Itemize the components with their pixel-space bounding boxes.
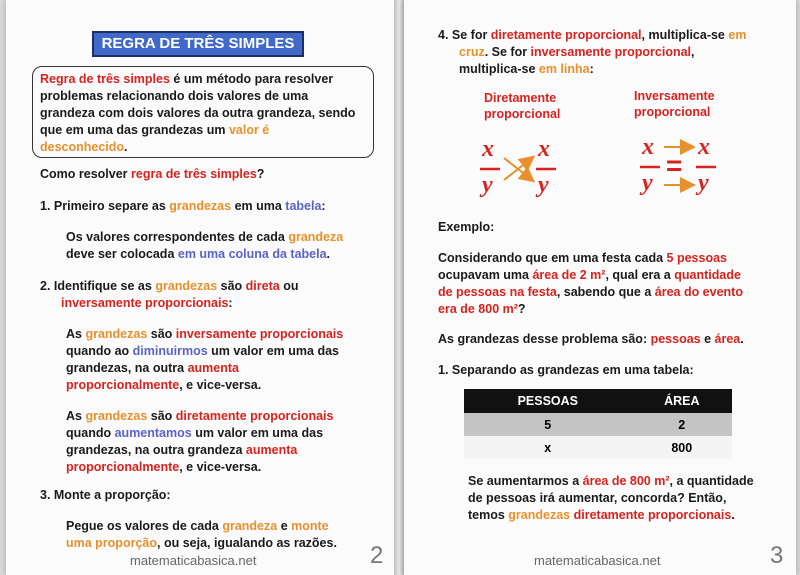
direct-label: Diretamente [484,91,557,105]
step-2: 2. Identifique se as grandezas são direta ou [40,279,299,293]
table-cell: 2 [632,413,732,436]
fraction-numerator: x [482,136,494,162]
direct-explanation: quando aumentamos um valor em uma das [66,426,324,440]
conclusion-line: Se aumentarmos a área de 800 m², a quantidade [468,474,754,488]
step-1-body: deve ser colocada em uma coluna da tabela. [66,247,331,261]
direct-explanation: As grandezas são diretamente proporcionais [66,409,334,423]
step-2: inversamente proporcionais: [61,296,233,310]
example-label: Exemplo: [438,220,495,234]
direct-explanation: proporcionalmente, e vice-versa. [66,460,262,474]
how-to-heading: Como resolver regra de três simples? [40,167,265,181]
step-3: 3. Monte a proporção: [40,488,171,502]
definition-line: desconhecido. [40,140,128,154]
page-number: 3 [770,542,784,569]
inverse-explanation: As grandezas são inversamente proporcionais [66,327,344,341]
table-header: ÁREA [632,389,732,413]
inverse-label: proporcional [634,105,711,119]
table-cell: 800 [632,436,732,459]
direct-label: proporcional [484,107,561,121]
inverse-explanation: grandezas, na outra aumenta [66,361,239,375]
equals-sign: = [666,150,683,181]
fraction-denominator: y [482,172,493,198]
inverse-explanation: quando ao diminuirmos um valor em uma das [66,344,339,358]
conclusion-line: de pessoas irá aumentar, concorda? Então, [468,491,727,505]
step-4: multiplica-se em linha: [459,62,594,76]
page-title: REGRA DE TRÊS SIMPLES [92,31,304,57]
quantities-table [464,389,732,459]
fraction-numerator: x [698,134,710,160]
step-1: 1. Primeiro separe as grandezas em uma tabela: [40,199,326,213]
table-header: PESSOAS [464,389,632,413]
left-page [6,0,394,575]
table-step: 1. Separando as grandezas em uma tabela: [438,363,694,377]
table-row [464,413,732,436]
step-4: cruz. Se for inversamente proporcional, [459,45,695,59]
definition-line: que em uma das grandezas um valor é [40,123,270,137]
fraction-denominator: y [642,170,653,196]
quantities-line: As grandezas desse problema são: pessoas e área. [438,332,744,346]
definition-line: grandeza com dois valores da outra grandeza, sendo [40,106,356,120]
step-4: 4. Se for diretamente proporcional, multiplica-se em [438,28,747,42]
inverse-explanation: proporcionalmente, e vice-versa. [66,378,262,392]
fraction-denominator: y [538,172,549,198]
definition-line: Regra de três simples é um método para resolver [40,72,334,86]
book-gutter [394,0,404,575]
footer-site: matematicabasica.net [130,553,257,568]
step-3-body: Pegue os valores de cada grandeza e monte [66,519,329,533]
footer-site: matematicabasica.net [534,553,661,568]
direct-explanation: grandezas, na outra grandeza aumenta [66,443,298,457]
step-1-body: Os valores correspondentes de cada grandeza [66,230,344,244]
fraction-denominator: y [698,170,709,196]
problem-line: Considerando que em uma festa cada 5 pessoas [438,251,728,265]
step-3-body: uma proporção, ou seja, igualando as razões. [66,536,337,550]
line-multiplication-diagram [634,132,724,204]
page-number: 2 [370,542,384,569]
cross-multiplication-diagram [474,134,564,206]
fraction-numerator: x [642,134,654,160]
table-cell: 5 [464,413,632,436]
problem-line: era de 800 m²? [438,302,526,316]
problem-line: ocupavam uma área de 2 m², qual era a quantidade [438,268,741,282]
inverse-label: Inversamente [634,89,715,103]
right-page [404,0,796,575]
fraction-numerator: x [538,136,550,162]
definition-line: problemas relacionando dois valores de uma [40,89,309,103]
conclusion-line: temos grandezas diretamente proporcionais. [468,508,735,522]
table-row [464,436,732,459]
table-cell: x [464,436,632,459]
problem-line: de pessoas na festa, sabendo que a área do evento [438,285,743,299]
